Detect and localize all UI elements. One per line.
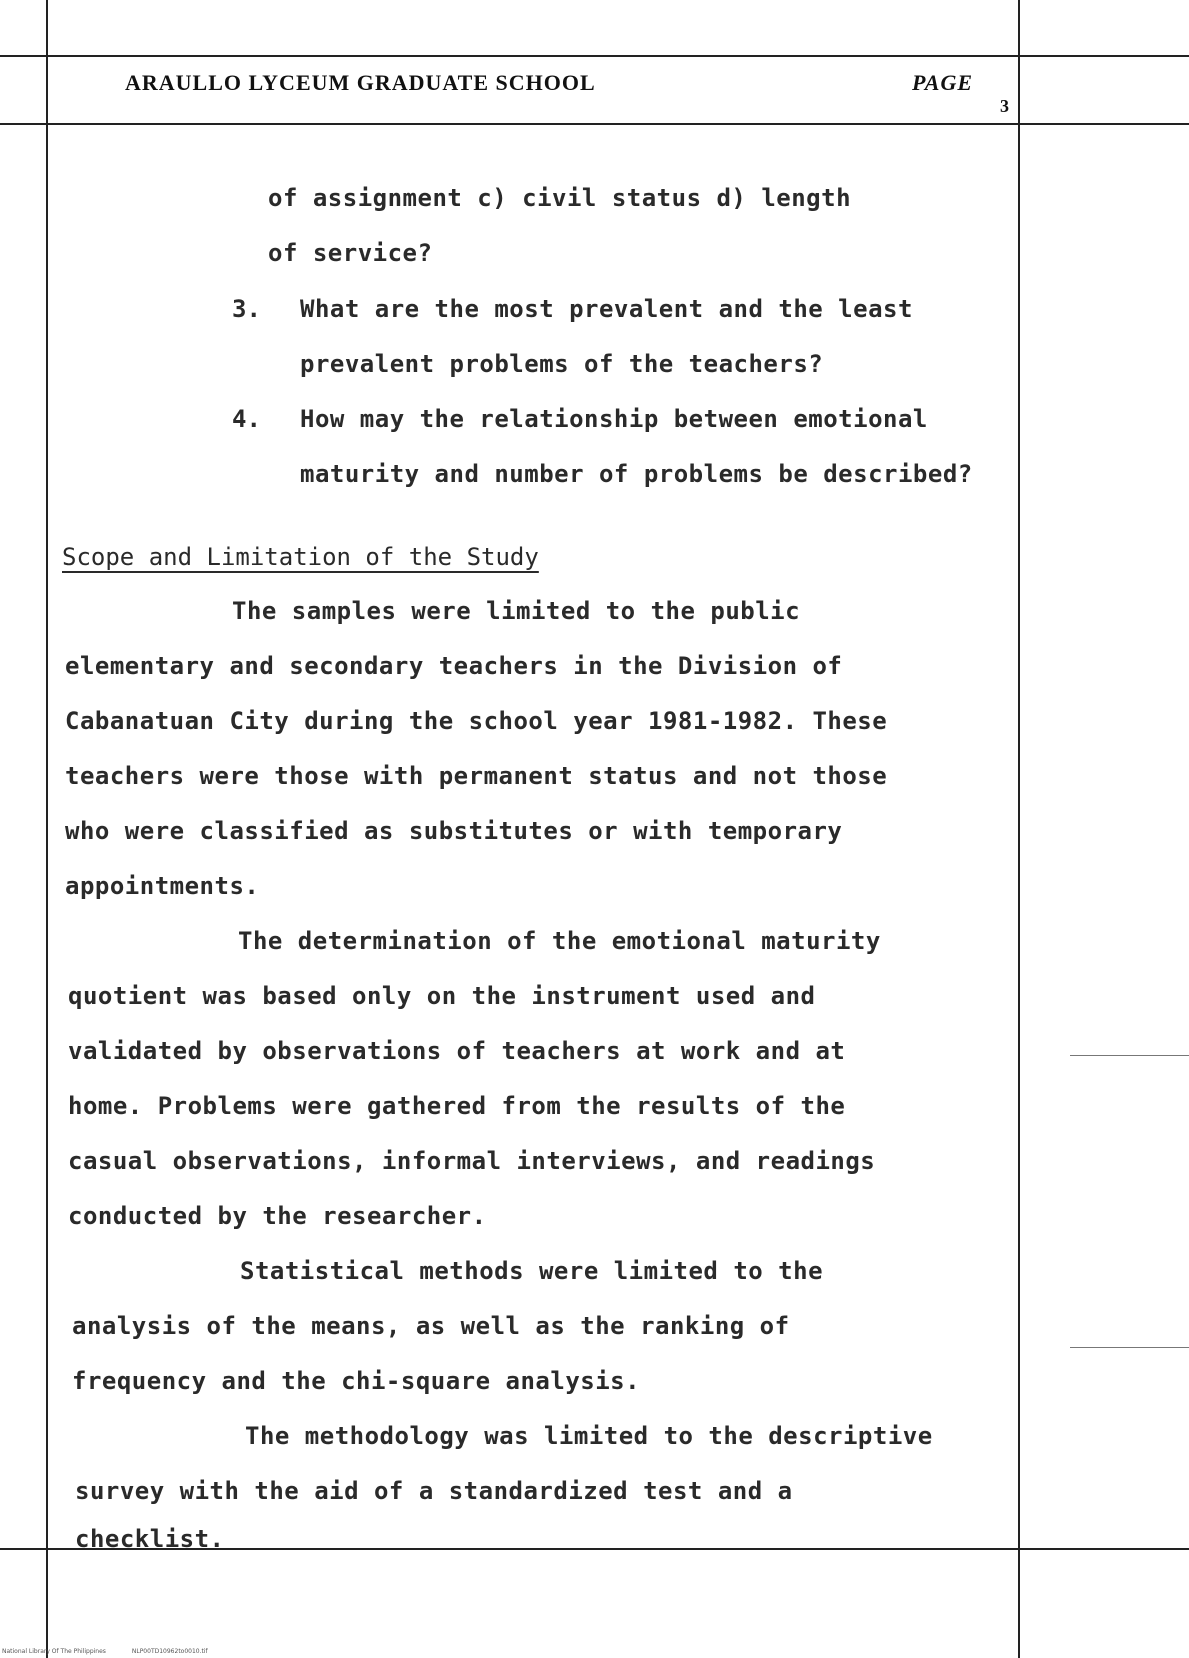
body-text-line: quotient was based only on the instrument used and — [68, 982, 816, 1010]
scan-footer — [2, 1648, 232, 1655]
page-label: PAGE — [912, 70, 974, 95]
body-text-line: analysis of the means, as well as the ranking of — [72, 1312, 790, 1340]
question-number: 4. — [232, 405, 261, 433]
body-text-line: The samples were limited to the public — [232, 597, 801, 625]
right-edge-tick — [1070, 1055, 1189, 1056]
body-text-line: of assignment c) civil status d) length — [268, 184, 852, 212]
body-text-line: survey with the aid of a standardized test and a — [75, 1477, 793, 1505]
right-margin-rule — [1018, 0, 1020, 1658]
header-bottom-rule — [0, 123, 1189, 125]
body-text-line: casual observations, informal interviews, and readings — [68, 1147, 876, 1175]
body-text-line: of service? — [268, 239, 433, 267]
body-text-line: Statistical methods were limited to the — [240, 1257, 824, 1285]
institution-name: ARAULLO LYCEUM GRADUATE SCHOOL — [125, 70, 596, 95]
header-top-rule — [0, 55, 1189, 57]
question-text-line: How may the relationship between emotional — [300, 405, 928, 433]
body-text-line: Cabanatuan City during the school year 1981-1982. These — [65, 707, 888, 735]
scan-file-name: NLP00TD10962to0010.tif — [131, 1648, 208, 1655]
body-text-line: who were classified as substitutes or with temporary — [65, 817, 843, 845]
body-text-line: conducted by the researcher. — [68, 1202, 487, 1230]
library-credit: National Library Of The Philippines — [2, 1648, 106, 1655]
body-text-line: home. Problems were gathered from the results of the — [68, 1092, 846, 1120]
body-text-line: teachers were those with permanent status and not those — [65, 762, 888, 790]
body-text-line: validated by observations of teachers at work and at — [68, 1037, 846, 1065]
body-text-line: checklist. — [75, 1525, 225, 1553]
question-text-line: maturity and number of problems be described? — [300, 460, 973, 488]
question-text-line: prevalent problems of the teachers? — [300, 350, 824, 378]
body-text-line: elementary and secondary teachers in the Division of — [65, 652, 843, 680]
body-text-line: The methodology was limited to the descriptive — [245, 1422, 933, 1450]
body-text-line: appointments. — [65, 872, 260, 900]
right-edge-tick — [1070, 1347, 1189, 1348]
left-margin-rule — [46, 0, 48, 1658]
page-number: 3 — [1000, 96, 1010, 116]
section-heading: Scope and Limitation of the Study — [62, 543, 539, 571]
question-number: 3. — [232, 295, 261, 323]
body-text-line: The determination of the emotional maturity — [238, 927, 881, 955]
body-text-line: frequency and the chi-square analysis. — [72, 1367, 641, 1395]
question-text-line: What are the most prevalent and the least — [300, 295, 913, 323]
